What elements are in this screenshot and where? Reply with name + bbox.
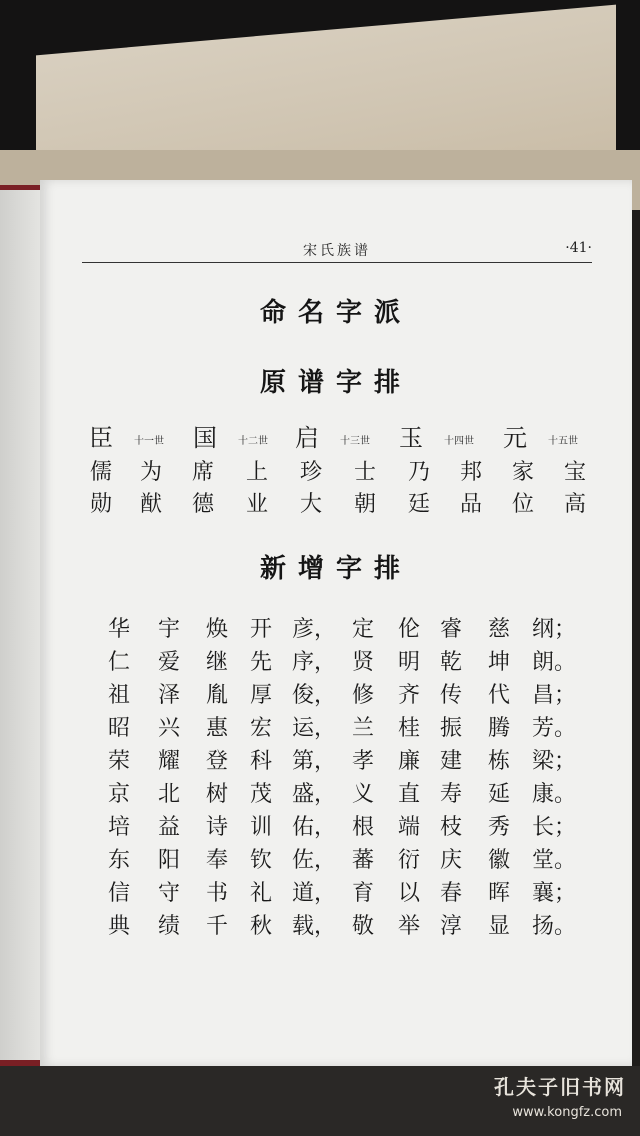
new-character: 昭 [108,716,131,741]
new-character: 载， [292,914,337,939]
new-character: 晖 [488,881,511,906]
new-character: 建 [440,749,463,774]
running-title: 宋氏族谱 [303,243,371,259]
new-character: 朗。 [532,650,577,675]
new-character: 泽 [158,683,181,708]
new-character: 培 [108,815,131,840]
new-character: 序， [292,650,337,675]
generation-marker: 十二世 [238,436,268,447]
new-character: 祖 [108,683,131,708]
generation-marker: 十三世 [340,436,370,447]
original-character: 席 [191,460,214,485]
new-character: 昌； [532,683,577,708]
new-character: 举 [398,914,421,939]
generation-name: 国 [193,424,217,452]
original-character: 廷 [407,492,430,517]
new-character: 梁； [532,749,577,774]
new-character: 淳 [440,914,463,939]
new-character: 训 [250,815,273,840]
new-character: 显 [488,914,511,939]
original-character: 位 [511,492,534,517]
new-character: 茂 [250,782,273,807]
new-character: 秋 [250,914,273,939]
new-character: 盛， [292,782,337,807]
new-character: 慈 [488,617,511,642]
new-character: 华 [108,617,131,642]
original-character: 勋 [89,492,112,517]
new-character: 奉 [206,848,229,873]
original-character: 高 [563,492,586,517]
new-character: 典 [108,914,131,939]
watermark-url: www.kongfz.com [512,1105,622,1120]
new-character: 扬。 [532,914,577,939]
new-character: 育 [352,881,375,906]
new-character: 宏 [250,716,273,741]
new-character: 廉 [398,749,421,774]
new-character: 运， [292,716,337,741]
new-character: 爱 [158,650,181,675]
new-character: 明 [398,650,421,675]
new-character: 纲； [532,617,577,642]
new-character: 根 [352,815,375,840]
new-character: 彦， [292,617,337,642]
section-title-new: 新增字排 [259,554,412,584]
new-character: 登 [206,749,229,774]
new-character: 宇 [158,617,181,642]
new-character: 俊， [292,683,337,708]
new-character: 寿 [440,782,463,807]
left-page-edge [0,190,45,1060]
new-character: 佐， [292,848,337,873]
new-character: 兴 [158,716,181,741]
new-character: 定 [352,617,375,642]
new-character: 敬 [352,914,375,939]
new-character: 书 [206,881,229,906]
new-character: 仁 [108,650,131,675]
new-character: 焕 [206,617,229,642]
new-character: 益 [158,815,181,840]
new-character: 绩 [158,914,181,939]
new-character: 桂 [398,716,421,741]
new-character: 修 [352,683,375,708]
new-character: 徽 [488,848,511,873]
original-character: 朝 [353,492,376,517]
new-character: 衍 [398,848,421,873]
new-character: 先 [250,650,273,675]
new-character: 伦 [398,617,421,642]
new-character: 枝 [440,815,463,840]
generation-name: 臣 [89,424,113,452]
new-character: 守 [158,881,181,906]
running-header [82,240,592,263]
new-character: 春 [440,881,463,906]
generation-name: 玉 [399,424,423,452]
original-character: 珍 [299,460,322,485]
new-character: 延 [488,782,511,807]
new-character: 睿 [440,617,463,642]
original-character: 士 [353,460,376,485]
new-character: 栋 [488,749,511,774]
original-character: 品 [459,492,482,517]
new-character: 齐 [398,683,421,708]
new-character: 康。 [532,782,577,807]
original-character: 宝 [563,460,586,485]
new-character: 兰 [352,716,375,741]
original-character: 乃 [407,460,430,485]
new-character: 直 [398,782,421,807]
page-number: ·41· [565,240,592,256]
new-character: 北 [158,782,181,807]
new-character: 长； [532,815,577,840]
new-character: 耀 [158,749,181,774]
generation-name: 元 [503,424,527,452]
new-character: 蕃 [352,848,375,873]
new-character: 义 [352,782,375,807]
watermark-logo: 孔夫子旧书网 [494,1075,626,1099]
new-character: 开 [250,617,273,642]
new-character: 道， [292,881,337,906]
new-character: 厚 [250,683,273,708]
original-character: 为 [139,460,162,485]
section-title-original: 原谱字排 [259,368,412,398]
original-character: 大 [299,492,322,517]
new-character: 襄； [532,881,577,906]
new-character: 孝 [352,749,375,774]
new-character: 芳。 [532,716,577,741]
new-character: 京 [108,782,131,807]
original-character: 猷 [139,492,162,517]
original-character: 上 [245,460,268,485]
section-title-naming: 命名字派 [259,298,412,328]
generation-name: 启 [295,424,319,452]
original-character: 业 [245,492,268,517]
new-character: 第， [292,749,337,774]
new-character: 端 [398,815,421,840]
new-character: 佑， [292,815,337,840]
original-character: 家 [511,460,534,485]
new-character: 传 [440,683,463,708]
new-character: 腾 [488,716,511,741]
new-character: 堂。 [532,848,577,873]
new-character: 代 [488,683,511,708]
new-character: 秀 [488,815,511,840]
generation-marker: 十五世 [548,436,578,447]
new-character: 继 [206,650,229,675]
new-character: 阳 [158,848,181,873]
new-character: 科 [250,749,273,774]
original-character: 德 [191,492,214,517]
new-character: 千 [206,914,229,939]
generation-marker: 十一世 [134,436,164,447]
new-character: 东 [108,848,131,873]
new-character: 诗 [206,815,229,840]
new-character: 以 [398,881,421,906]
new-character: 贤 [352,650,375,675]
new-character: 庆 [440,848,463,873]
generation-marker: 十四世 [444,436,474,447]
new-character: 坤 [488,650,511,675]
new-character: 惠 [206,716,229,741]
new-character: 乾 [440,650,463,675]
new-character: 胤 [206,683,229,708]
original-character: 邦 [459,460,482,485]
new-character: 树 [206,782,229,807]
original-character: 儒 [89,460,112,485]
new-character: 信 [108,881,131,906]
new-character: 振 [440,716,463,741]
new-character: 钦 [250,848,273,873]
new-character: 礼 [250,881,273,906]
new-character: 荣 [108,749,131,774]
